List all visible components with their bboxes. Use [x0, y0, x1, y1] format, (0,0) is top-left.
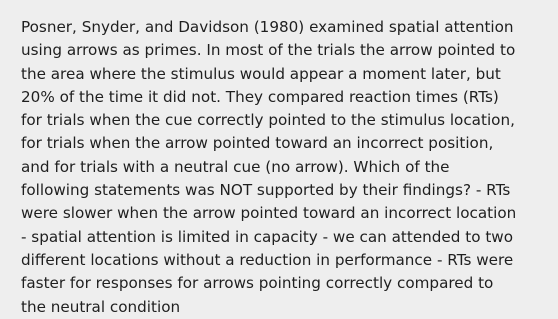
question-text: Posner, Snyder, and Davidson (1980) examined spatial attention using arrows as primes. In most of the trials the arrow pointed to the area where the stimulus would appear a moment later, but 20% of the time it did not. They compared reaction times (RTs) for trials when the cue correctly pointed to the stimulus location, for trials when the arrow pointed toward an incorrect position, and for trials with a neutral cue (no arrow). Which of the following statements was NOT supported by their findings? - RTs were slower when the arrow pointed toward an incorrect location - spatial attention is limited in capacity - we can attended to two different locations without a reduction in performance - RTs were faster for responses for arrows pointing correctly compared to the neutral condition: [21, 18, 517, 316]
